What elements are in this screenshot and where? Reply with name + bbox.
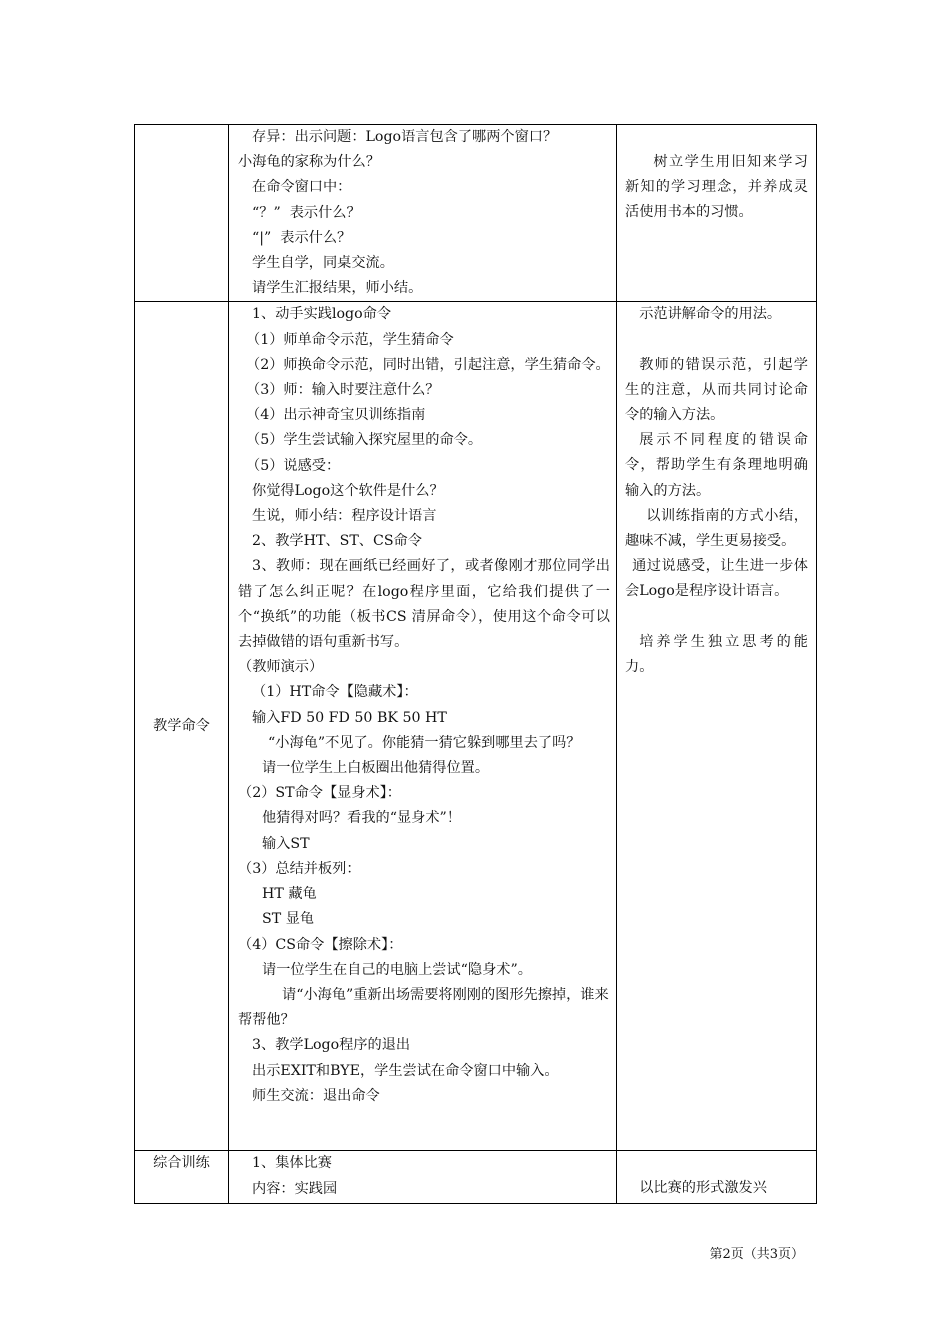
text-line: （2）ST命令【显身术】： — [238, 785, 401, 802]
text-line: 存异：出示问题：Logo语言包含了哪两个窗口？ — [252, 129, 558, 145]
design-intent-cell — [617, 302, 817, 1151]
table-row — [135, 302, 817, 1151]
text-line: 请学生汇报结果，师小结。 — [252, 280, 423, 297]
note-paragraph: 以比赛的形式激发兴 — [639, 1180, 767, 1197]
text-line: 师生交流：退出命令 — [252, 1087, 380, 1104]
text-line: 他猜得对吗？看我的“显身术”！ — [262, 810, 461, 827]
note-paragraph: 通过说感受，让生进一步体会Logo是程序设计语言。 — [625, 558, 808, 600]
design-intent-cell — [617, 125, 817, 302]
row-label: 综合训练 — [135, 1151, 229, 1204]
row-label — [135, 125, 229, 302]
text-line: 3、教学Logo程序的退出 — [252, 1037, 411, 1054]
note-paragraph: 树立学生用旧知来学习新知的学习理念，并养成灵活使用书本的习惯。 — [625, 154, 808, 221]
text-line: （5）说感受： — [246, 457, 341, 474]
note-paragraph: 展示不同程度的错误命令，帮助学生有条理地明确输入的方法。 — [625, 432, 808, 499]
activity-cell — [229, 302, 617, 1151]
text-line: （1）HT命令【隐藏术】： — [252, 684, 418, 701]
lesson-plan-table — [134, 124, 817, 1204]
text-line: “？” 表示什么？ — [252, 204, 361, 221]
text-line: 请一位学生上白板圈出他猜得位置。 — [262, 760, 490, 777]
text-line: （3）师：输入时要注意什么？ — [246, 382, 440, 399]
text-line: HT 藏龟 — [262, 886, 317, 903]
design-intent-cell — [617, 1151, 817, 1204]
text-line: 你觉得Logo这个软件是什么？ — [252, 482, 444, 499]
text-line: （1）师单命令示范，学生猜命令 — [246, 331, 454, 348]
note-paragraph: 培养学生独立思考的能力。 — [625, 633, 808, 675]
text-line: （4）出示神奇宝贝训练指南 — [246, 407, 426, 424]
note-paragraph: 教师的错误示范，引起学生的注意，从而共同讨论命令的输入方法。 — [625, 356, 808, 424]
text-line: 3、教师：现在画纸已经画好了，或者像刚才那位同学出错了怎么纠正呢？在logo程序里面，它给我们提供了一个“换纸”的功能（板书CS 清屏命令），使用这个命令可以去掉做错的语句重新书写。 — [238, 558, 610, 651]
text-line: “|” 表示什么？ — [252, 229, 352, 246]
text-line: 内容：实践园 — [252, 1180, 338, 1197]
note-paragraph: 示范讲解命令的用法。 — [639, 306, 782, 323]
activity-cell — [229, 1151, 617, 1204]
row-label: 教学命令 — [135, 302, 229, 1151]
note-paragraph: 以训练指南的方式小结，趣味不减，学生更易接受。 — [625, 507, 808, 550]
table-row — [135, 1151, 817, 1204]
text-line: 生说，师小结：程序设计语言 — [252, 508, 437, 525]
text-line: 出示EXIT和BYE，学生尝试在命令窗口中输入。 — [252, 1062, 559, 1079]
text-line: 请“小海龟”重新出场需要将刚刚的图形先擦掉，谁来帮帮他？ — [238, 986, 609, 1029]
text-line: （5）学生尝试输入探究屋里的命令。 — [246, 432, 483, 449]
text-line: 在命令窗口中： — [252, 179, 352, 196]
text-line: “小海龟”不见了。你能猜一猜它躲到哪里去了吗？ — [268, 734, 581, 751]
activity-cell — [229, 125, 617, 302]
text-line: 1、集体比赛 — [252, 1155, 332, 1172]
text-line: 1、动手实践logo命令 — [252, 306, 392, 323]
text-line: 输入FD 50 FD 50 BK 50 HT — [252, 709, 447, 726]
text-line: 请一位学生在自己的电脑上尝试“隐身术”。 — [262, 961, 532, 978]
text-line: 小海龟的家称为什么？ — [238, 154, 380, 171]
text-line: （3）总结并板列： — [238, 860, 361, 877]
text-line: （4）CS命令【擦除术】： — [238, 936, 403, 953]
text-line: 学生自学，同桌交流。 — [252, 255, 394, 272]
page-footer: 第2页（共3页） — [709, 1247, 804, 1262]
table-row — [135, 125, 817, 302]
text-line: ST 显龟 — [262, 911, 315, 928]
text-line: （教师演示） — [238, 659, 324, 676]
text-line: 输入ST — [262, 835, 310, 852]
text-line: （2）师换命令示范，同时出错，引起注意，学生猜命令。 — [246, 356, 610, 373]
text-line: 2、教学HT、ST、CS命令 — [252, 533, 422, 550]
